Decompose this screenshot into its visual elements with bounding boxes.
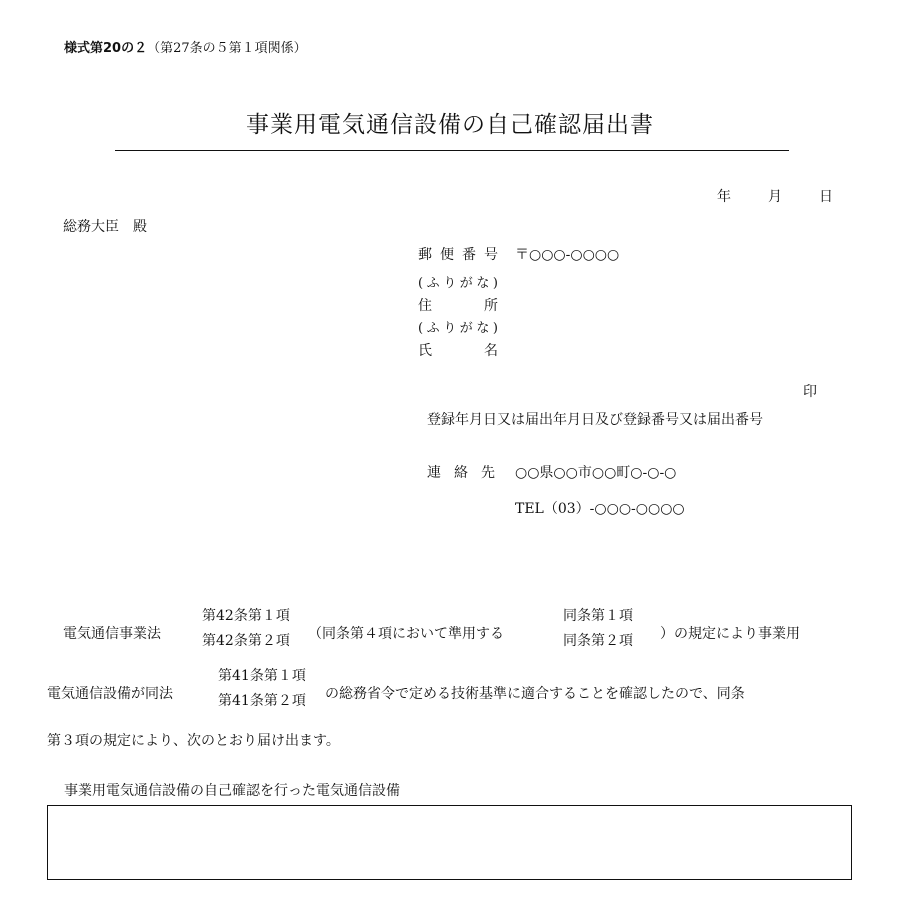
- registration-info: 登録年月日又は届出年月日及び登録番号又は届出番号: [427, 412, 763, 428]
- option-article41-1: 第41条第１項: [218, 668, 306, 684]
- form-number-main: 様式第20の２: [64, 41, 148, 56]
- furigana-name-label: (ふりがな): [418, 321, 498, 336]
- equipment-entry-box[interactable]: [47, 805, 852, 880]
- body-row2-options: [218, 664, 306, 714]
- title-underline: [115, 150, 789, 151]
- addressee: 総務大臣 殿: [63, 219, 147, 235]
- address-label: 住所: [418, 298, 498, 314]
- contact-address: ○○県○○市○○町○-○-○: [515, 465, 677, 481]
- furigana-address-label: (ふりがな): [418, 276, 498, 291]
- body-row1-tail: ）の規定により事業用: [660, 626, 800, 642]
- option-article41-2: 第41条第２項: [218, 693, 306, 709]
- form-number: [64, 37, 307, 56]
- postal-code-value: 〒○○○-○○○○: [515, 247, 620, 263]
- body-row1-mid: （同条第４項において準用する: [308, 626, 504, 642]
- body-row1-options-b: [563, 604, 633, 654]
- contact-tel: TEL（03）-○○○-○○○○: [515, 501, 685, 517]
- date-day: 日: [819, 189, 833, 205]
- date-month: 月: [768, 189, 782, 205]
- seal-mark: 印: [803, 384, 817, 400]
- body-row2-tail: の総務省令で定める技術基準に適合することを確認したので、同条: [325, 686, 745, 702]
- option-same-article-1: 同条第１項: [563, 608, 633, 624]
- body-row2-lead: 電気通信設備が同法: [47, 686, 173, 702]
- option-article42-2: 第42条第２項: [202, 633, 290, 649]
- option-article42-1: 第42条第１項: [202, 608, 290, 624]
- body-row1-lead: 電気通信事業法: [63, 626, 161, 642]
- form-number-reference: （第27条の５第１項関係）: [147, 41, 307, 56]
- body-row3: 第３項の規定により、次のとおり届け出ます。: [47, 733, 340, 749]
- option-same-article-2: 同条第２項: [563, 633, 633, 649]
- document-title: 事業用電気通信設備の自己確認届出書: [246, 112, 654, 138]
- contact-label: 連絡先: [427, 465, 495, 481]
- date-year: 年: [717, 189, 731, 205]
- name-label: 氏名: [418, 343, 498, 359]
- body-row1-options-a: [202, 604, 290, 654]
- equipment-section-label: 事業用電気通信設備の自己確認を行った電気通信設備: [64, 783, 400, 799]
- postal-code-label: 郵便番号: [418, 247, 498, 263]
